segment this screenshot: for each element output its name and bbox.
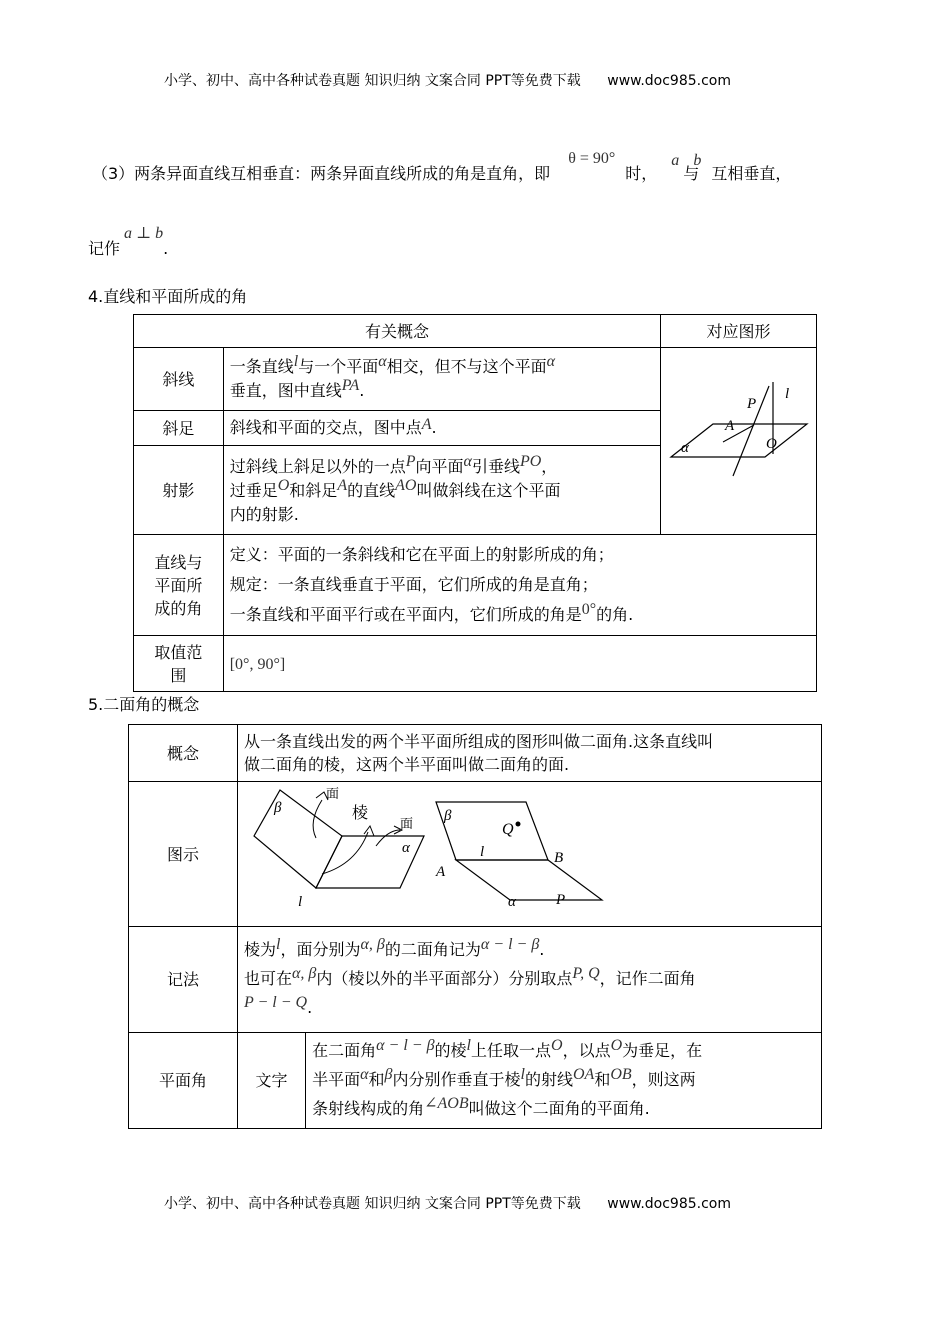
fig1-l: l xyxy=(298,894,303,910)
row-content-angle: 定义：平面的一条斜线和它在平面上的射影所成的角； 规定：一条直线垂直于平面，它们所成的角是直角； 一条直线和平面平行或在平面内，它们所成的角是0°的角. xyxy=(223,535,816,636)
row-label-angle: 直线与 平面所 成的角 xyxy=(134,535,224,636)
row-content-range: [0°, 90°] xyxy=(223,636,816,692)
arrow-edge-head xyxy=(364,826,374,836)
half-plane-alpha-2 xyxy=(456,860,602,900)
dihedral-angle-table xyxy=(128,724,822,1129)
row-label-notation: 记法 xyxy=(129,927,238,1033)
row-label-figure: 图示 xyxy=(129,782,238,927)
para3-text-a: （3）两条异面直线互相垂直：两条异面直线所成的角是直角，即 xyxy=(92,164,551,183)
para3-line2 xyxy=(88,225,169,259)
theta-formula: θ = 90° xyxy=(568,150,616,167)
fig2-l: l xyxy=(480,844,485,860)
header-url: www.doc985.com xyxy=(607,73,731,89)
row-label-oblique: 斜线 xyxy=(134,348,224,411)
para3-text-b: 时， xyxy=(625,164,658,183)
line-plane-angle-table xyxy=(133,314,817,692)
para3-with: 与 xyxy=(683,164,700,183)
label-A: A xyxy=(724,418,735,434)
row-label-plane-angle: 平面角 xyxy=(129,1033,238,1129)
row-content-projection: 过斜线上斜足以外的一点P向平面α引垂线PO， 过垂足O和斜足A的直线AO叫做斜线在这个平面 内的射影. xyxy=(223,446,660,535)
row-label-concept: 概念 xyxy=(129,725,238,782)
fig2-P: P xyxy=(556,892,566,908)
col-concept-header: 有关概念 xyxy=(134,315,661,348)
row-label-text: 文字 xyxy=(238,1033,306,1129)
col-figure-header: 对应图形 xyxy=(660,315,816,348)
arrow-face1 xyxy=(313,800,322,838)
page-footer xyxy=(164,1193,731,1213)
para3-text-c: 互相垂直， xyxy=(711,164,792,183)
fig1-face1: 面 xyxy=(326,786,340,801)
fig2-beta: β xyxy=(444,808,452,824)
para3-line1 xyxy=(92,150,792,184)
fig1-alpha: α xyxy=(402,840,410,856)
label-l: l xyxy=(784,386,790,402)
var-a: a xyxy=(671,152,680,169)
fig2-Q: Q xyxy=(502,821,514,838)
half-plane-beta-2 xyxy=(436,802,548,860)
figure-cell xyxy=(660,348,816,535)
para3-period: . xyxy=(163,239,169,258)
plane-alpha xyxy=(671,424,807,457)
dihedral-figures xyxy=(238,782,821,920)
label-O: O xyxy=(765,436,777,452)
row-content-plane-angle: 在二面角α − l − β的棱l上任取一点O，以点O为垂足，在 半平面α和β内分别作垂直于棱l的射线OA和OB，则这两 条射线构成的角∠AOB叫做这个二面角的平面角. xyxy=(306,1033,822,1129)
footer-text: 小学、初中、高中各种试卷真题 知识归纳 文案合同 PPT等免费下载 xyxy=(164,1196,581,1212)
row-content-figure xyxy=(238,782,822,927)
header-text: 小学、初中、高中各种试卷真题 知识归纳 文案合同 PPT等免费下载 xyxy=(164,73,581,89)
row-label-range: 取值范 围 xyxy=(134,636,224,692)
half-plane-beta xyxy=(254,790,342,888)
row-content-notation: 棱为l，面分别为α, β的二面角记为α − l − β. 也可在α, β内（棱以外的半平面部分）分别取点P, Q，记作二面角 P − l − Q. xyxy=(238,927,822,1033)
dihedral-figure-1 xyxy=(254,786,424,910)
fig2-A: A xyxy=(436,864,446,880)
row-content-foot: 斜线和平面的交点，图中点A. xyxy=(223,411,660,446)
row-label-projection: 射影 xyxy=(134,446,224,535)
fig1-face2: 面 xyxy=(400,816,414,831)
dihedral-figure-2 xyxy=(435,802,602,910)
var-b: b xyxy=(693,152,702,169)
arrow-edge xyxy=(322,832,368,874)
row-content-concept: 从一条直线出发的两个半平面所组成的图形叫做二面角.这条直线叫 做二面角的棱，这两个半平面叫做二面角的面. xyxy=(238,725,822,782)
section5-title: 5.二面角的概念 xyxy=(88,695,200,714)
row-content-oblique: 一条直线l与一个平面α相交，但不与这个平面α 垂直，图中直线PA. xyxy=(223,348,660,411)
row-label-foot: 斜足 xyxy=(134,411,224,446)
point-Q xyxy=(516,822,521,827)
perp-formula: a ⊥ b xyxy=(124,225,164,242)
page-header xyxy=(164,70,731,90)
footer-url: www.doc985.com xyxy=(607,1196,731,1212)
fig2-alpha: α xyxy=(508,894,516,910)
oblique-line-figure xyxy=(661,348,816,528)
fig2-B: B xyxy=(554,850,564,866)
label-P: P xyxy=(746,396,757,412)
fig1-edge: 棱 xyxy=(352,805,369,822)
label-alpha: α xyxy=(680,440,689,456)
fig1-beta: β xyxy=(274,800,282,816)
para3-denote: 记作 xyxy=(88,239,121,258)
section4-title: 4.直线和平面所成的角 xyxy=(88,287,248,306)
